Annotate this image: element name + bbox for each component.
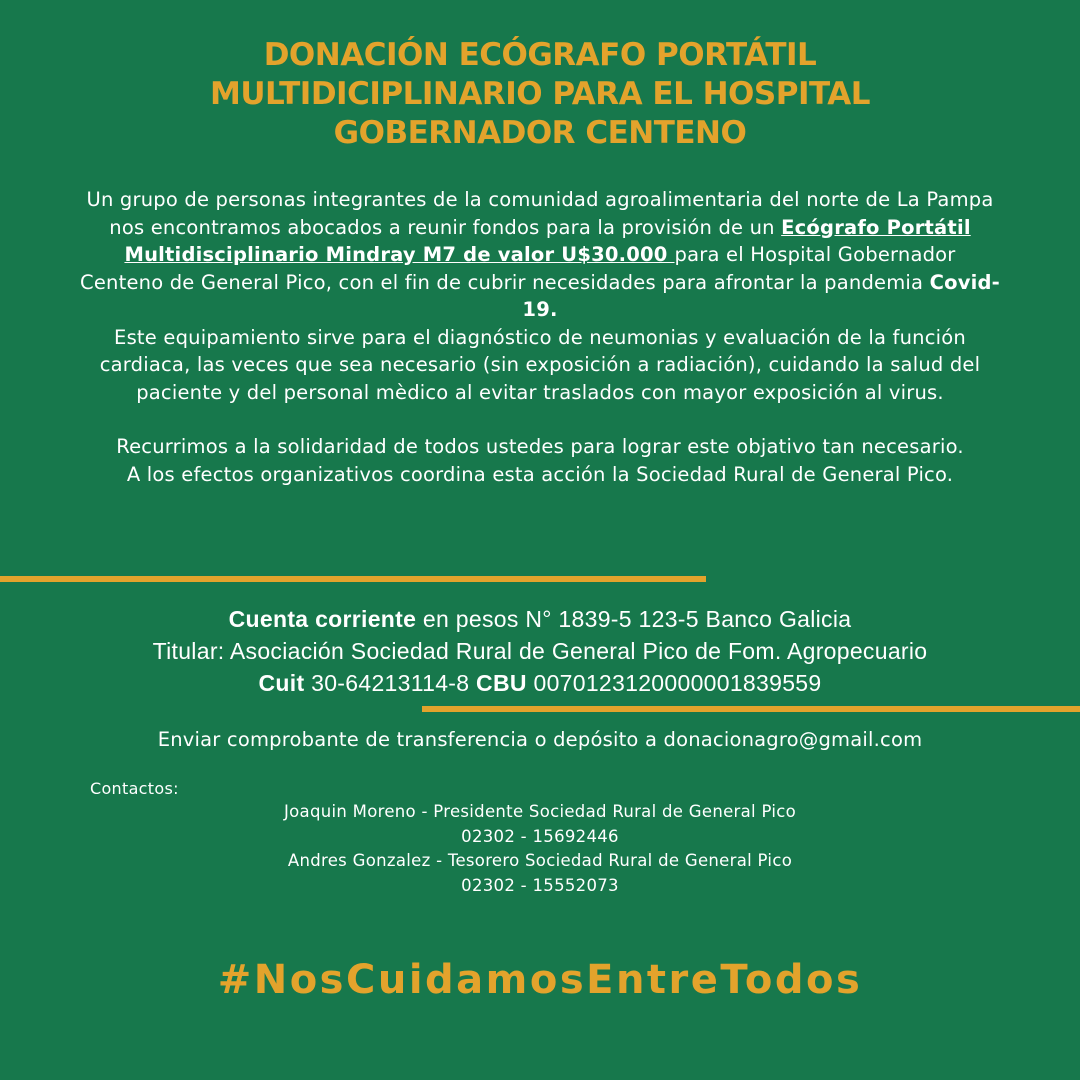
intro-paragraph-3: Recurrimos a la solidaridad de todos ustedes para lograr este objativo tan necesario.: [116, 435, 964, 458]
cbu-value: 0070123120000001839559: [526, 670, 822, 696]
divider-bottom: [422, 706, 1080, 712]
intro-p1-before: Un grupo de personas integrantes de la comunidad agroalimentaria del norte de La Pampa nos encontramos abocados a reunir fondos para la provisión de un: [86, 188, 994, 239]
send-receipt-text: Enviar comprobante de transferencia o depósito a donacionagro@gmail.com: [157, 728, 923, 751]
contacts-label: Contactos:: [90, 779, 179, 798]
account-type-details: en pesos N° 1839-5 123-5 Banco Galicia: [416, 606, 852, 632]
contact-1-name: Joaquin Moreno - Presidente Sociedad Rural de General Pico: [283, 802, 796, 821]
title-line-3: GOBERNADOR CENTENO: [333, 115, 747, 151]
device-highlight: Ecógrafo Portátil Multidisciplinario Mindray M7 de valor U$30.000: [124, 215, 971, 266]
account-type-line: [60, 603, 1020, 635]
covid-label: Covid-19.: [522, 270, 1000, 321]
cuit-label: Cuit: [258, 670, 305, 696]
cbu-label: CBU: [476, 670, 527, 696]
contact-1-phone: 02302 - 15692446: [461, 826, 619, 846]
intro-paragraph-1: [80, 186, 1000, 324]
intro-p1-after: para el Hospital Gobernador Centeno de General Pico, con el fin de cubrir necesidades para afrontar la pandemia: [80, 243, 956, 294]
hashtag: #NosCuidamosEntreTodos: [217, 957, 863, 1003]
contact-2-name: Andres Gonzalez - Tesorero Sociedad Rural de General Pico: [287, 851, 793, 870]
title-line-1: DONACIÓN ECÓGRAFO PORTÁTIL: [263, 37, 817, 73]
paragraph-gap: [80, 406, 1000, 433]
account-ids-line: [60, 667, 1020, 699]
contacts-list: [140, 800, 940, 898]
bank-account-info: [60, 603, 1020, 699]
contact-2-phone: 02302 - 15552073: [461, 875, 619, 895]
divider-top: [0, 576, 706, 582]
cuit-value: 30-64213114-8: [304, 670, 477, 696]
title-line-2: MULTIDICIPLINARIO PARA EL HOSPITAL: [210, 76, 870, 112]
account-type-label: Cuenta corriente: [228, 606, 417, 632]
intro-text: [80, 186, 1000, 488]
account-holder: Titular: Asociación Sociedad Rural de General Pico de Fom. Agropecuario: [152, 638, 928, 664]
page-title: [90, 36, 990, 153]
intro-paragraph-4: A los efectos organizativos coordina esta acción la Sociedad Rural de General Pico.: [126, 462, 954, 486]
intro-paragraph-2: Este equipamiento sirve para el diagnóstico de neumonias y evaluación de la función cardiaca, las veces que sea necesario (sin exposición a radiación), cuidando la salud del paciente y del personal mèdico al evitar traslados con mayor exposición al virus.: [99, 325, 981, 404]
